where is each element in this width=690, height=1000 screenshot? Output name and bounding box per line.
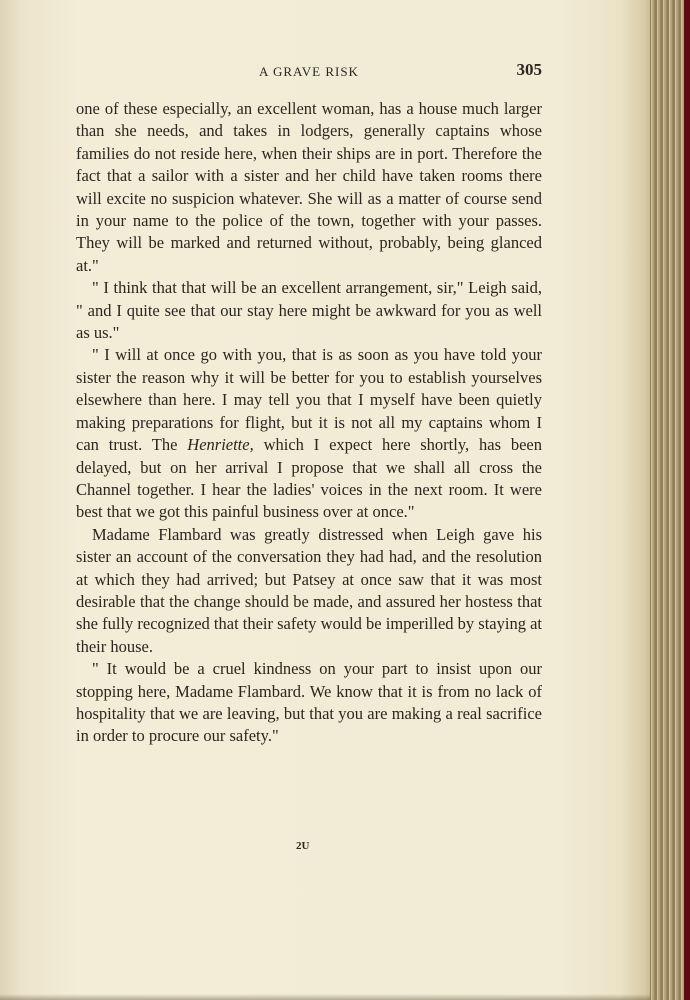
running-head: A GRAVE RISK [259, 64, 359, 79]
paragraph-text: " I think that that will be an excellent arrangement, sir," Leigh said, " and I quite see that our stay here might be awkward for you as well as us." [76, 278, 542, 343]
paragraph-2 [76, 277, 542, 344]
paragraph-3 [76, 344, 542, 523]
ship-name: Henriette, [187, 435, 254, 455]
paragraph-text: Madame Flambard was greatly distressed when Leigh gave his sister an account of the conversation they had had, and the resolution at which they had arrived; but Patsey at once saw that it was most desirable that the change should be made, and assured her hostess that she fully recognized that their safety would be imperilled by staying at their house. [76, 524, 542, 656]
paragraph-text: " It would be a cruel kindness on your part to insist upon our stopping here, Madame Flambard. We know that it is from no lack of hospitality that we are leaving, but that you are making a real sacrifice in order to procure our safety." [76, 659, 542, 746]
page-edges [650, 0, 690, 1000]
paragraph-text: " I will at once go with you, that is as soon as you have told your sister the reason why it will be better for you to establish yourselves elsewhere than here. I may tell you that I myself have been quietly making preparations for flight, but it is not all my captains whom I can trust. The [76, 345, 542, 455]
paragraph-4 [76, 524, 542, 658]
paragraph-5 [76, 658, 542, 748]
page-number: 305 [516, 60, 542, 79]
signature-mark: 2U [296, 840, 310, 852]
paragraph-1 [76, 98, 542, 277]
paragraph-text: one of these especially, an excellent woman, has a house much larger than she needs, and takes in lodgers, generally captains whose families do not reside here, when their ships are in port. Therefore the fact that a sailor with a sister and her child have taken rooms there will excite no suspicion whatever. She will as a matter of course send in your name to the police of the town, together with your passes. They will be marked and returned without, probably, being glanced at." [76, 99, 542, 275]
paragraph-text: which I expect here shortly, has been delayed, but on her arrival I propose that we shall all cross the Channel together. I hear the ladies' voices in the next room. It were best that we got this painful business over at once." [76, 435, 542, 522]
body-text [76, 98, 542, 748]
page-shadow [0, 994, 650, 1000]
page-header [76, 58, 542, 86]
